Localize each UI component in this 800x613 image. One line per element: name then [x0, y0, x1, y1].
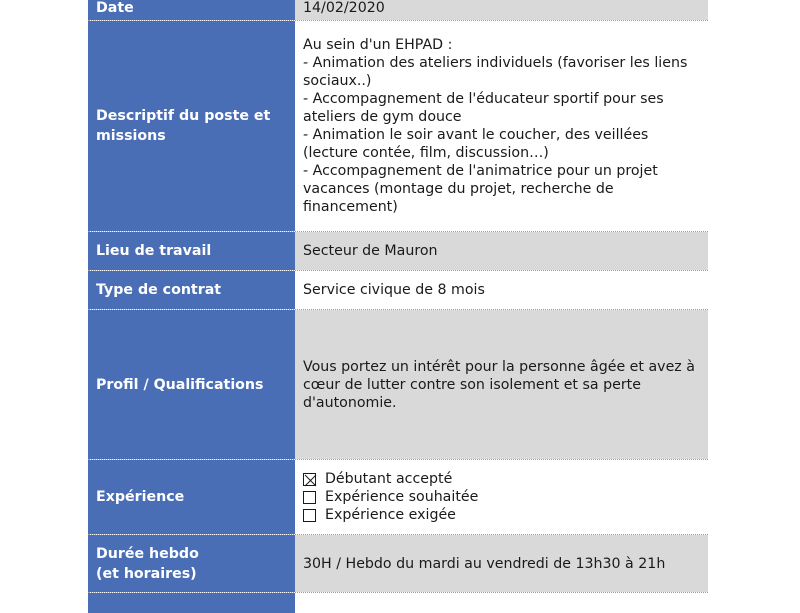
row-profil [88, 310, 708, 460]
mission-item: - Accompagnement de l'éducateur sportif pour ses ateliers de gym douce [303, 91, 664, 125]
contrat-value: Service civique de 8 mois [295, 271, 708, 309]
option-label: Expérience exigée [325, 507, 456, 523]
checkbox-unchecked[interactable] [303, 491, 316, 504]
experience-option-souhaitee[interactable] [303, 488, 478, 506]
lieu-value: Secteur de Mauron [295, 232, 708, 270]
row-duree [88, 535, 708, 593]
cross-icon [304, 474, 317, 487]
next-value [295, 593, 708, 613]
experience-option-exigee[interactable] [303, 506, 478, 524]
mission-intro: Au sein d'un EHPAD : [303, 37, 453, 53]
experience-checklist [303, 470, 478, 524]
row-experience [88, 460, 708, 535]
row-lieu [88, 232, 708, 271]
duree-label-line1: Durée hebdo [96, 545, 199, 562]
row-next-partial [88, 593, 708, 613]
date-value: 14/02/2020 [295, 0, 708, 20]
descriptif-value [295, 21, 708, 231]
option-label: Expérience souhaitée [325, 489, 479, 505]
row-contrat [88, 271, 708, 310]
row-date [88, 0, 708, 21]
mission-item: - Animation des ateliers individuels (favoriser les liens sociaux..) [303, 55, 688, 89]
mission-list [303, 36, 700, 216]
date-label: Date [88, 0, 295, 20]
mission-item: - Accompagnement de l'animatrice pour un projet vacances (montage du projet, recherche de financement) [303, 163, 658, 215]
lieu-label: Lieu de travail [88, 232, 295, 270]
profil-value: Vous portez un intérêt pour la personne âgée et avez à cœur de lutter contre son isolement et sa perte d'autonomie. [295, 310, 708, 459]
row-descriptif [88, 21, 708, 232]
duree-label [88, 535, 295, 592]
duree-label-line2: (et horaires) [96, 565, 197, 582]
job-offer-table [88, 0, 708, 613]
experience-value [295, 460, 708, 534]
descriptif-label: Descriptif du poste et missions [88, 21, 295, 231]
duree-value: 30H / Hebdo du mardi au vendredi de 13h30 à 21h [295, 535, 708, 592]
next-label [88, 593, 295, 613]
checkbox-unchecked[interactable] [303, 509, 316, 522]
option-label: Débutant accepté [325, 471, 453, 487]
contrat-label: Type de contrat [88, 271, 295, 309]
mission-item: - Animation le soir avant le coucher, des veillées (lecture contée, film, discussion…) [303, 127, 649, 161]
experience-option-debutant[interactable] [303, 470, 478, 488]
experience-label: Expérience [88, 460, 295, 534]
profil-label: Profil / Qualifications [88, 310, 295, 459]
checkbox-checked[interactable] [303, 473, 316, 486]
